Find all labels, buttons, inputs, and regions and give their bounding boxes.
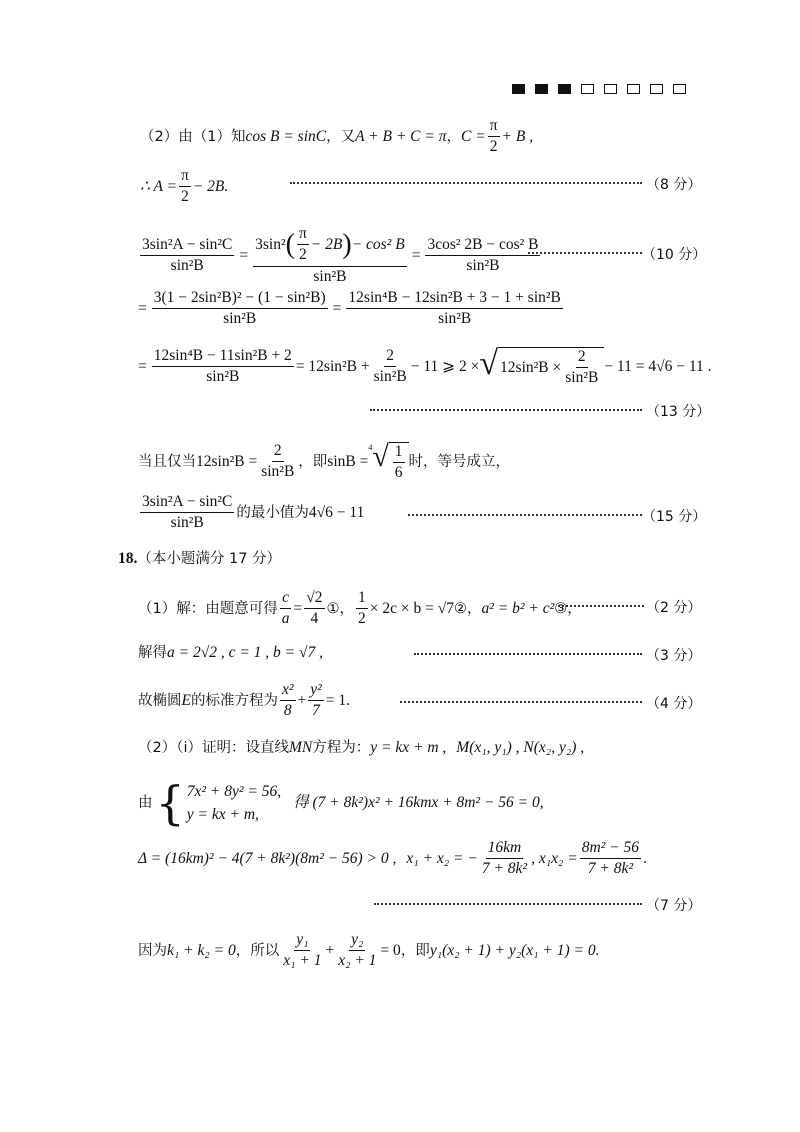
text: 时，等号成立， bbox=[408, 453, 511, 470]
text: ，即 bbox=[400, 942, 430, 959]
fraction-denominator: 7 + 8k² bbox=[587, 860, 633, 878]
fraction-denominator: sin²B bbox=[438, 310, 472, 328]
fraction-numerator: y₁ bbox=[294, 932, 310, 951]
score-leader-dots bbox=[400, 701, 642, 703]
fraction bbox=[308, 682, 324, 720]
math-expr: C = bbox=[461, 128, 486, 146]
score-leader-dots bbox=[370, 409, 642, 411]
fraction bbox=[179, 168, 191, 206]
fraction-numerator: π bbox=[297, 226, 309, 245]
fraction-numerator: 3cos² 2B − cos² B bbox=[425, 237, 540, 256]
score-label: （13 分） bbox=[646, 404, 711, 420]
fraction bbox=[304, 590, 324, 628]
math-expr: 12sin²B × bbox=[500, 359, 562, 377]
solution-2-line bbox=[138, 645, 323, 661]
score-label: （3 分） bbox=[646, 648, 702, 664]
score-leader-dots bbox=[290, 182, 642, 184]
math-expr: . bbox=[643, 850, 647, 868]
fraction-numerator: 12sin⁴B − 12sin²B + 3 − 1 + sin²B bbox=[346, 290, 562, 309]
fraction-denominator: sin²B bbox=[170, 514, 204, 532]
text: 解得 bbox=[138, 644, 167, 661]
fraction bbox=[297, 226, 309, 264]
fraction bbox=[356, 590, 368, 628]
fraction-numerator: 3sin²A − sin²C bbox=[140, 494, 234, 513]
root-index: 4 bbox=[368, 443, 373, 452]
header-square bbox=[581, 84, 594, 94]
score-leader-dots bbox=[414, 653, 642, 655]
fraction-denominator: 2 bbox=[299, 246, 307, 264]
fraction bbox=[563, 349, 600, 387]
fraction bbox=[425, 237, 540, 275]
fraction bbox=[372, 348, 409, 386]
fraction bbox=[580, 840, 641, 878]
text: 由 bbox=[138, 794, 153, 811]
fraction-numerator: 2 bbox=[576, 349, 588, 368]
fraction-denominator: 2 bbox=[489, 138, 498, 156]
fraction-denominator: sin²B bbox=[170, 256, 204, 274]
fraction-numerator: 1 bbox=[356, 590, 368, 609]
equation-line-1: $\frac{\text{3sin²A − sin²C}}{\text{sin²B}}$ = 3sin² ( $\frac{\pi}{2}$ − 2B ) − cos² B sin²B = $\frac{\text{3cos² 2B − cos² B}}{\text{sin²B}}$ bbox=[142, 225, 539, 285]
therefore-line bbox=[140, 168, 228, 206]
math-expr: , x₁x₂ = bbox=[531, 850, 578, 868]
fraction bbox=[152, 348, 294, 386]
fraction-denominator: 2 bbox=[358, 610, 366, 628]
math-expr: + bbox=[325, 942, 335, 960]
text: ， bbox=[446, 128, 461, 145]
math-expr: + bbox=[297, 692, 307, 710]
math-expr: sinB = bbox=[327, 453, 369, 471]
fraction-denominator: 4 bbox=[310, 610, 319, 628]
math-expr: cos B = sinC bbox=[245, 128, 327, 146]
header-square bbox=[627, 84, 640, 94]
score-label: （2 分） bbox=[646, 600, 702, 616]
score-leader-dots bbox=[408, 514, 642, 516]
fraction-numerator: 2 bbox=[384, 348, 396, 367]
math-expr: + B , bbox=[501, 128, 534, 146]
fraction-denominator: x₁ + 1 bbox=[283, 952, 322, 970]
fraction-denominator: 8 bbox=[283, 702, 292, 720]
text: （2）（i）证明：设直线 bbox=[138, 739, 290, 756]
fraction bbox=[336, 932, 378, 970]
header-square bbox=[650, 84, 663, 94]
fraction-numerator: 1 bbox=[393, 444, 405, 463]
header-square bbox=[558, 84, 571, 94]
math-expr: 得 (7 + 8k²)x² + 16kmx + 8m² − 56 = 0, bbox=[293, 794, 544, 812]
math-expr: − cos² B bbox=[351, 235, 405, 253]
score-label: （10 分） bbox=[642, 247, 707, 263]
math-expr: 12sin²B = bbox=[196, 453, 258, 471]
fraction-numerator: 12sin⁴B − 11sin²B + 2 bbox=[152, 348, 294, 367]
fraction-denominator: sin²B bbox=[261, 463, 295, 481]
equation-line-2: = $\frac{\text{3(1 − 2sin²B)² − (1 − sin²B)}}{\text{sin²B}}$ = $\frac{\text{12sin⁴B − 12sin²B + 3 − 1 + sin²B}}{\text{sin²B}}$ bbox=[138, 289, 561, 328]
fraction bbox=[346, 290, 562, 328]
equation-system bbox=[187, 784, 281, 823]
fraction-numerator: x² bbox=[280, 682, 296, 701]
text: （1）解：由题意可得 bbox=[138, 600, 278, 617]
fraction-denominator: x₂ + 1 bbox=[338, 952, 377, 970]
math-expr: y = kx + m, bbox=[186, 806, 259, 823]
fraction-numerator: 16km bbox=[486, 840, 524, 859]
fraction-numerator: √2 bbox=[304, 590, 324, 609]
math-expr: k₁ + k₂ = 0 bbox=[167, 942, 236, 960]
text: ③， bbox=[554, 600, 582, 617]
fraction-numerator: 3sin²A − sin²C bbox=[140, 237, 234, 256]
solution-3-line bbox=[138, 682, 350, 720]
fraction bbox=[280, 590, 292, 628]
text: 因为 bbox=[138, 942, 167, 959]
delta-line bbox=[138, 840, 647, 878]
fraction-numerator: y² bbox=[308, 682, 324, 701]
math-expr: 7x² + 8y² = 56, bbox=[186, 782, 282, 800]
math-expr: a = 2√2 , c = 1 , b = √7 , bbox=[167, 644, 324, 661]
text: ①， bbox=[326, 600, 354, 617]
fraction bbox=[152, 290, 328, 328]
header-square bbox=[512, 84, 525, 94]
score-leader-dots bbox=[528, 252, 642, 254]
solution-4-line bbox=[138, 740, 584, 756]
score-label: （15 分） bbox=[642, 509, 707, 525]
math-expr: − 11 = 4√6 − 11 . bbox=[604, 358, 712, 376]
fraction-denominator: 6 bbox=[394, 464, 403, 482]
math-expr: A + B + C = π bbox=[355, 128, 447, 146]
text: ②， bbox=[454, 600, 482, 617]
text: 故椭圆 bbox=[138, 692, 182, 709]
score-label: （7 分） bbox=[646, 898, 702, 914]
question-title: （本小题满分 17 分） bbox=[137, 550, 282, 567]
fraction-denominator: sin²B bbox=[466, 256, 500, 274]
math-expr: 4√6 − 11 bbox=[308, 504, 365, 522]
math-expr: E bbox=[181, 692, 191, 710]
text: 当且仅当 bbox=[138, 453, 196, 470]
equality-condition-line bbox=[138, 442, 510, 482]
math-expr: M(x₁, y₁) , N(x₂, y₂) , bbox=[456, 739, 585, 756]
fraction-denominator: sin²B bbox=[373, 368, 407, 386]
score-leader-dots bbox=[558, 605, 644, 607]
header-square bbox=[535, 84, 548, 94]
score-label: （8 分） bbox=[646, 177, 702, 193]
header-square bbox=[673, 84, 686, 94]
fraction-numerator: 8m² − 56 bbox=[580, 840, 641, 859]
part2-line bbox=[140, 118, 533, 156]
part2-label: （2）由（1）知 bbox=[140, 128, 246, 145]
fraction bbox=[281, 932, 323, 970]
math-expr: − 2B bbox=[310, 235, 343, 253]
text: ，又 bbox=[326, 128, 356, 145]
fraction-numerator: π bbox=[179, 168, 191, 187]
fraction-denominator: 7 + 8k² bbox=[481, 860, 528, 878]
math-expr: = 0 bbox=[380, 942, 401, 960]
score-label: （4 分） bbox=[646, 696, 702, 712]
question-number: 18. bbox=[118, 550, 138, 567]
fraction-numerator: 2 bbox=[272, 443, 284, 462]
text: 的最小值为 bbox=[236, 504, 309, 521]
fraction-denominator: 2 bbox=[181, 188, 189, 206]
text: ，即 bbox=[298, 453, 328, 470]
fraction-denominator: a bbox=[281, 610, 290, 628]
math-expr: y = kx + m , bbox=[370, 739, 447, 756]
math-expr: MN bbox=[289, 739, 313, 756]
fraction-numerator: y₂ bbox=[349, 932, 365, 951]
math-expr: = bbox=[293, 600, 303, 618]
header-square bbox=[604, 84, 617, 94]
math-expr: − 11 ⩾ 2 × bbox=[410, 358, 480, 376]
math-expr: × 2c × b = √7 bbox=[369, 600, 454, 618]
math-expr: y₁(x₂ + 1) + y₂(x₁ + 1) = 0. bbox=[429, 942, 600, 960]
fraction bbox=[393, 444, 405, 482]
fraction-numerator: 3sin² ( $\frac{\pi}{2}$ − 2B ) − cos² B bbox=[253, 226, 407, 267]
question-18-header bbox=[118, 551, 281, 567]
square-root: √ 12sin²B × $\frac{2}{\text{sin²B}}$ bbox=[479, 347, 604, 387]
fraction-numerator: 3(1 − 2sin²B)² − (1 − sin²B) bbox=[152, 290, 328, 309]
fraction bbox=[140, 237, 234, 275]
text: 的标准方程为 bbox=[190, 692, 278, 709]
fraction-denominator: 7 bbox=[312, 702, 320, 720]
fraction bbox=[480, 840, 529, 878]
fraction-denominator: sin²B bbox=[223, 310, 257, 328]
final-line bbox=[138, 932, 600, 970]
math-expr: − 2B. bbox=[192, 178, 229, 196]
fraction-denominator: sin²B bbox=[565, 369, 599, 387]
fraction bbox=[253, 226, 407, 285]
math-expr: ∴ A = bbox=[140, 178, 177, 196]
math-expr: x₁ + x₂ = − bbox=[406, 850, 478, 868]
solution-1-line bbox=[138, 590, 582, 628]
score-leader-dots bbox=[374, 903, 642, 905]
math-expr: = 12sin²B + bbox=[295, 358, 370, 376]
math-expr: a² = b² + c² bbox=[481, 600, 555, 618]
text: ，所以 bbox=[235, 942, 280, 959]
text: 方程为： bbox=[312, 739, 371, 756]
fourth-root: 4 √ $\frac{1}{6}$ bbox=[368, 442, 408, 482]
fraction-numerator: π bbox=[488, 118, 500, 137]
fraction bbox=[259, 443, 296, 481]
math-expr: Δ = (16km)² − 4(7 + 8k²)(8m² − 56) > 0 , bbox=[138, 850, 397, 868]
fraction bbox=[488, 118, 500, 156]
math-expr: 3sin² bbox=[255, 235, 286, 253]
fraction-numerator: c bbox=[280, 590, 291, 609]
system-line: 由 { 7x² + 8y² = 56, y = kx + m, 得 (7 + 8k²)x² + 16kmx + 8m² − 56 = 0, bbox=[138, 776, 544, 830]
equation-line-3: = $\frac{\text{12sin⁴B − 11sin²B + 2}}{\text{sin²B}}$ = 12sin²B + $\frac{2}{\text{sin²B}}$ − 11 ⩾ 2 × √ 12sin²B × $\frac{2}{\text{sin²B}}$ − 11 = 4√6 − 11 . bbox=[138, 345, 712, 387]
fraction bbox=[140, 494, 234, 532]
min-value-line bbox=[138, 494, 364, 532]
fraction-denominator: sin²B bbox=[206, 368, 240, 386]
fraction-denominator: sin²B bbox=[313, 267, 347, 285]
math-expr: = 1. bbox=[325, 692, 351, 710]
fraction bbox=[280, 682, 296, 720]
